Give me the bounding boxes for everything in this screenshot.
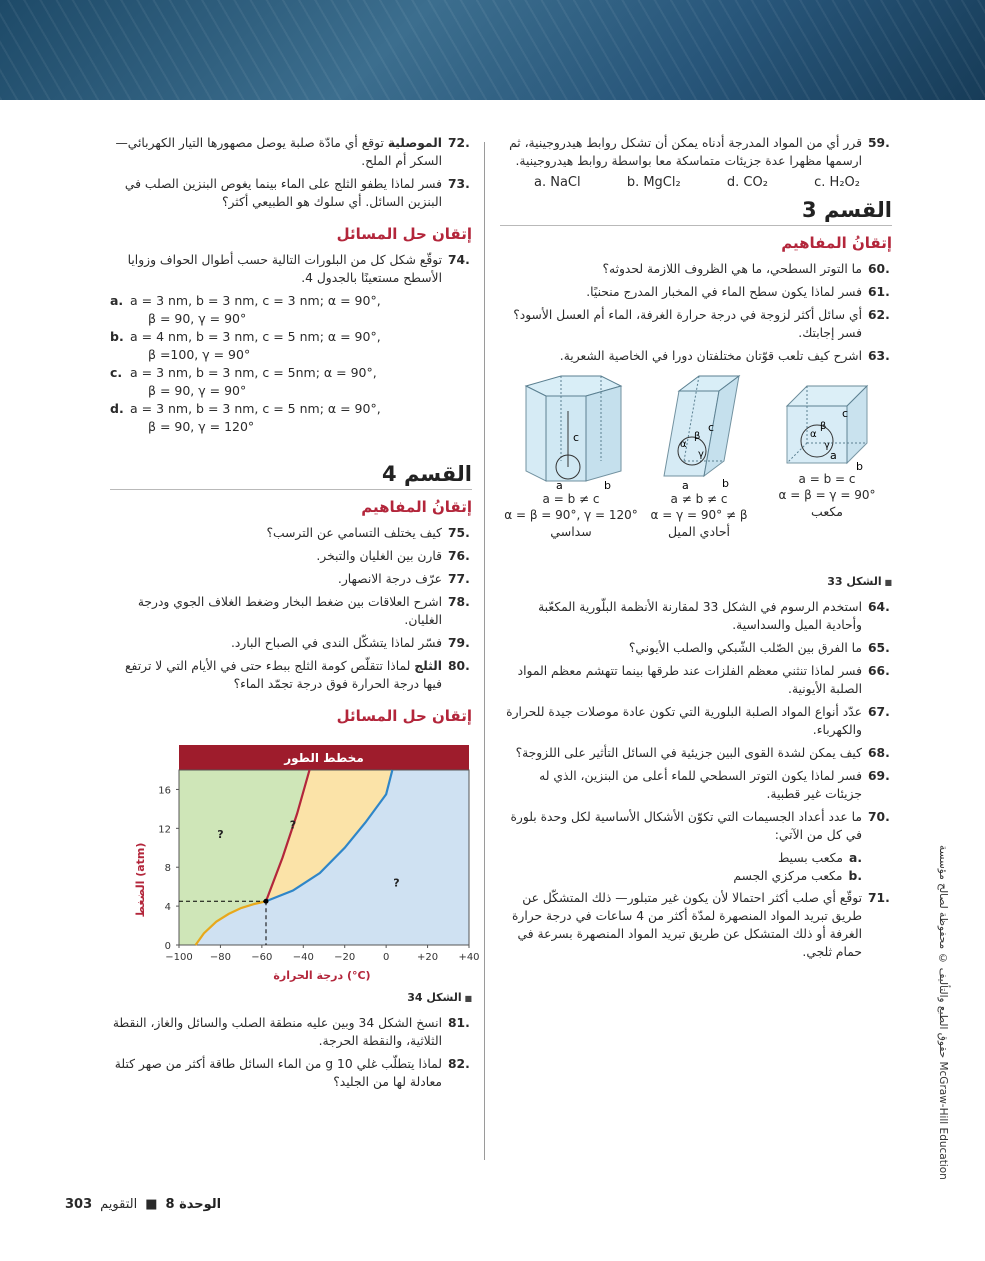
page-footer — [65, 1197, 221, 1212]
q70-sublist — [500, 849, 892, 885]
chapter-name: التقويم — [100, 1197, 138, 1212]
page-number: 303 — [65, 1197, 93, 1212]
question-59: 59. قرر أي من المواد المدرجة أدناه يمكن أن تشكل روابط هيدروجينية، ثم ارسمها مظهرا عدة جزيئات متماسكة معا بواسطة روابط هيدروجينية. — [509, 136, 890, 168]
region-unknown-label: ? — [393, 876, 400, 890]
svg-text:γ: γ — [698, 449, 704, 460]
column-divider — [484, 142, 485, 1160]
y-tick-label: 8 — [164, 863, 171, 875]
problem-solving-title: إتقان حل المسائل — [336, 707, 472, 725]
crystal-monoclinic: c a b α β γ a ≠ b ≠ c α = γ = 90° ≠ β أحادي الميل — [634, 371, 764, 541]
angle-label: β — [820, 421, 827, 432]
choice: b. MgCl₂ — [626, 175, 681, 190]
region-unknown-label: ? — [217, 828, 224, 842]
question-73: 73. فسر لماذا يطفو الثلج على الماء بينما يغوص البنزين الصلب في البنزين السائل. أي سلوك هو الطبيعي أكثر؟ — [124, 177, 470, 209]
y-tick-label: 4 — [164, 902, 171, 914]
option: c. a = 3 nm, b = 3 nm, c = 5nm; α = 90°, β = 90, γ = 90° — [110, 365, 377, 398]
section-4-title: القسم 4 — [110, 462, 472, 490]
question: 69. فسر لماذا يكون التوتر السطحي للماء أعلى من البنزين، الذي له جزيئات غير قطبية. — [539, 769, 890, 801]
question: 77. عرّف درجة الانصهار. — [337, 572, 470, 586]
x-tick-label: 0 — [382, 952, 390, 963]
choice: a. NaCl — [534, 175, 581, 190]
mastery-title: إتقانُ المفاهيم — [781, 234, 892, 252]
mastery-title: إتقانُ المفاهيم — [361, 498, 472, 516]
questions-60-63 — [500, 260, 892, 365]
question: 79. فسّر لماذا يتشكّل الندى في الصباح البارد. — [230, 636, 470, 650]
svg-text:α: α — [680, 439, 687, 450]
problem-solving-title: إتقان حل المسائل — [336, 225, 472, 243]
edge-c-label: c — [842, 407, 849, 420]
hexagonal-cell-diagram — [506, 371, 636, 491]
q59-choices — [534, 175, 860, 190]
choice: d. CO₂ — [726, 175, 768, 190]
question: 62. أي سائل أكثر لزوجة في درجة حرارة الغرفة، الماء أم العسل الأسود؟ فسر إجابتك. — [513, 308, 890, 340]
x-tick-label: −20 — [334, 952, 356, 963]
y-tick-label: 0 — [164, 941, 171, 952]
question: 76. قارن بين الغليان والتبخر. — [316, 549, 470, 563]
chart-title: مخطط الطور — [284, 751, 364, 765]
option: a. a = 3 nm, b = 3 nm, c = 3 nm; α = 90°, β = 90, γ = 90° — [110, 293, 381, 326]
bullet-icon: ■ — [145, 1197, 158, 1212]
question-82: 82. لماذا يتطلّب غلي g 10 من الماء السائل طاقة أكثر من صهر كتلة معادلة لها من الجليد؟ — [114, 1057, 470, 1089]
x-tick-label: +40 — [458, 952, 480, 963]
region-unknown-label: ? — [289, 818, 297, 832]
figure-33 — [500, 371, 892, 571]
svg-text:c: c — [708, 421, 715, 434]
keyword: الموصلية — [387, 136, 442, 150]
question: 64. استخدم الرسوم في الشكل 33 لمقارنة الأنظمة البلّورية المكعّبة وأحادية الميل والسداسية. — [538, 600, 890, 632]
question-72: 72. الموصلية توقع أي مادّة صلبة يوصل مصهورها التيار الكهربائي— السكر أم الملح. — [115, 136, 470, 168]
section-3-title: القسم 3 — [500, 198, 892, 226]
x-tick-label: +20 — [417, 952, 439, 963]
angle-label: γ — [824, 440, 830, 451]
x-axis-label: درجة الحرارة (°C) — [273, 969, 371, 982]
question: 65. ما الفرق بين الصّلب الشّبكي والصلب الأيوني؟ — [628, 641, 890, 655]
x-tick-label: −100 — [165, 952, 193, 963]
figure-33-label: ■ الشكل 33 — [500, 575, 892, 588]
question: 75. كيف يختلف التسامي عن الترسب؟ — [266, 526, 470, 540]
question-71: 71. توقّع أي صلب أكثر احتمالا لأن يكون غير متبلور— ذلك المتشكّل عن طريق تبريد المواد المنصهرة لمدّة أكثر من 4 ساعات في درجة حرارة الغرفة أو ذلك المتشكل عن طريق تبريد المواد المنصهرة بسرعة في حمام ثلجي. — [511, 891, 890, 959]
cubic-cell-diagram — [772, 371, 882, 471]
y-tick-label: 16 — [158, 785, 171, 797]
svg-text:a: a — [556, 479, 563, 492]
header-banner — [0, 0, 985, 100]
choice: c. H₂O₂ — [814, 175, 860, 190]
keyword: الثلج — [414, 659, 442, 673]
question: 70. ما عدد أعداد الجسيمات التي تكوّن الأشكال الأساسية لكل وحدة بلورة في كل من الآتي: — [510, 810, 890, 842]
q74-options — [110, 292, 472, 436]
y-axis-label: الضغط (atm) — [134, 842, 147, 918]
copyright-sidebar: حقوق الطبع والتأليف © محفوظة لصالح مؤسسة McGraw-Hill Education — [937, 845, 949, 1180]
svg-text:b: b — [722, 477, 729, 490]
question: 68. كيف يمكن لشدة القوى البين جزيئية في السائل التأثير على اللزوجة؟ — [515, 746, 890, 760]
right-column — [500, 134, 892, 966]
questions-64-70 — [500, 598, 892, 844]
unit-name: الوحدة 8 — [165, 1197, 222, 1212]
left-column — [110, 134, 480, 1096]
y-tick-label: 12 — [158, 824, 171, 836]
svg-text:a: a — [682, 479, 689, 492]
figure-34-label: ■ الشكل 34 — [110, 991, 472, 1004]
x-tick-label: −60 — [251, 952, 273, 963]
question-81: 81. انسخ الشكل 34 وبين عليه منطقة الصلب والسائل والغاز، النقطة الثلاثية، والنقطة الحرجة. — [112, 1016, 470, 1048]
edge-a-label: a — [830, 449, 837, 462]
sub-item: b. مكعب مركزي الجسم — [733, 869, 862, 883]
questions-75-79 — [110, 524, 472, 652]
x-tick-label: −40 — [292, 952, 314, 963]
figure-34-phase-diagram — [132, 735, 480, 985]
edge-b-label: b — [856, 460, 863, 473]
question: 63. اشرح كيف تلعب قوّتان مختلفتان دورا في الخاصية الشعرية. — [559, 349, 890, 363]
question: 67. عدّد أنواع المواد الصلبة البلورية التي تكون عادة موصلات جيدة للحرارة والكهرباء. — [506, 705, 890, 737]
phase-diagram-chart — [132, 735, 480, 985]
svg-text:c: c — [573, 431, 580, 444]
option: d. a = 3 nm, b = 3 nm, c = 5 nm; α = 90°, β = 90, γ = 120° — [110, 401, 381, 434]
monoclinic-cell-diagram — [644, 371, 754, 491]
question-74: 74. توقّع شكل كل من البلورات التالية حسب أطوال الحواف وزوايا الأسطح مستعينًا بالجدول 4. — [127, 253, 470, 285]
question: 60. ما التوتر السطحي، ما هي الظروف اللازمة لحدوثه؟ — [602, 262, 890, 276]
sub-item: a. مكعب بسيط — [777, 851, 862, 865]
option: b. a = 4 nm, b = 3 nm, c = 5 nm; α = 90°, β =100, γ = 90° — [110, 329, 381, 362]
question-80: 80. الثلج لماذا تتقلّص كومة الثلج ببطء حتى في الأيام التي لا ترتفع فيها درجة الحرارة فوق درجة تجمّد الماء؟ — [124, 659, 470, 691]
question: 66. فسر لماذا تنثني معظم الفلزات عند طرقها بينما تتهشم معظم المواد الصلبة الأيونية. — [517, 664, 890, 696]
x-tick-label: −80 — [209, 952, 231, 963]
angle-label: α — [810, 429, 817, 440]
question: 78. اشرح العلاقات بين ضغط البخار وضغط الغلاف الجوي ودرجة الغليان. — [137, 595, 470, 627]
question: 61. فسر لماذا يكون سطح الماء في المخبار المدرج منحنيًا. — [586, 285, 890, 299]
triple-point — [264, 899, 269, 904]
svg-text:β: β — [694, 431, 701, 442]
crystal-cubic: c a b α β γ a = b = c α = β = γ = 90° مكعب — [762, 371, 892, 521]
crystal-hexagonal: c a b a = b ≠ c α = β = 90°, γ = 120° سداسي — [500, 371, 642, 541]
svg-text:b: b — [604, 479, 611, 492]
